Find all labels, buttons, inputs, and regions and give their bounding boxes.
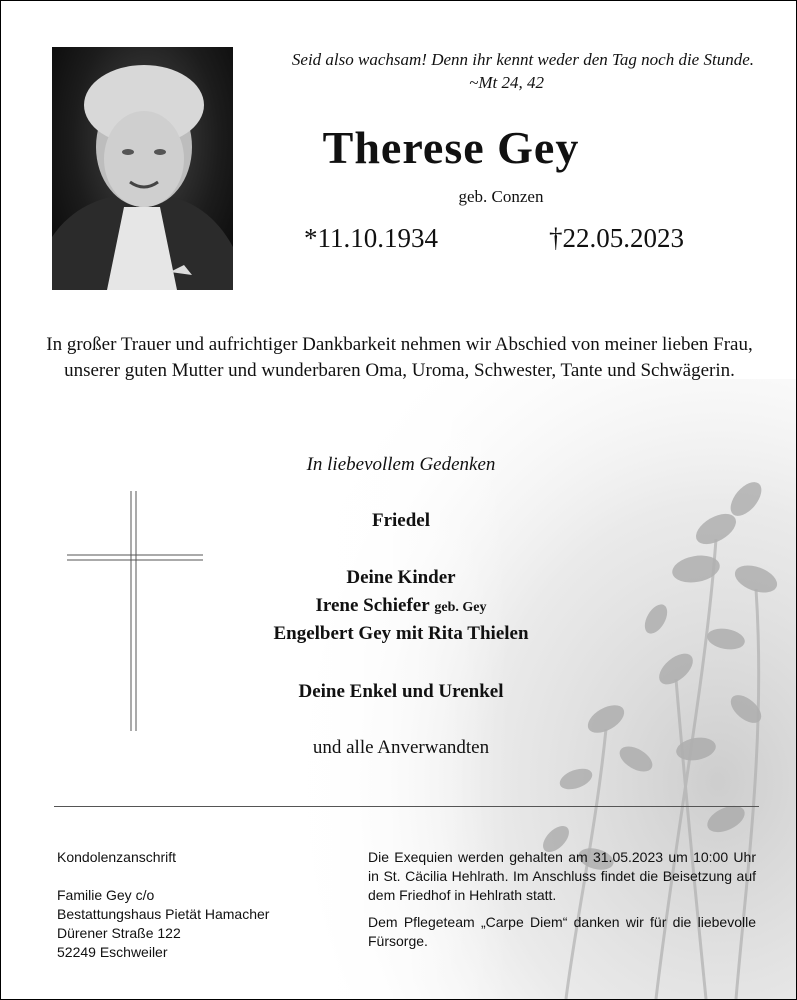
death-date: †22.05.2023 — [549, 223, 684, 253]
condolence-line-1: Familie Gey c/o — [57, 887, 155, 903]
verse-text: Seid also wachsam! Denn ihr kennt weder den Tag noch die Stunde. — [291, 50, 754, 69]
child-2: Engelbert Gey mit Rita Thielen — [273, 623, 529, 644]
service-info — [368, 848, 756, 959]
birth-name: geb. Conzen — [458, 187, 544, 206]
children-heading: Deine Kinder — [346, 567, 456, 588]
relatives: und alle Anverwandten — [312, 737, 490, 758]
birth-date: *11.10.1934 — [304, 223, 438, 253]
spouse-name: Friedel — [371, 510, 431, 531]
child-1-name: Irene Schiefer — [315, 595, 430, 616]
condolence-heading: Kondolenzanschrift — [57, 849, 177, 865]
portrait-photo — [52, 47, 233, 290]
condolence-line-2: Bestattungshaus Pietät Hamacher — [57, 906, 270, 922]
condolence-address — [57, 848, 347, 962]
condolence-line-4: 52249 Eschweiler — [57, 944, 168, 960]
cross-icon — [67, 491, 203, 731]
exequies-text: Die Exequien werden gehalten am 31.05.2023 um 10:00 Uhr in St. Cäcilia Hehlrath. Im Anschluss findet die Beisetzung auf dem Friedhof in Hehlrath statt. — [368, 849, 756, 903]
spacer — [57, 867, 347, 886]
divider-line — [54, 806, 759, 807]
memorial-heading: In liebevollem Gedenken — [306, 454, 496, 475]
deceased-name: Therese Gey — [322, 122, 580, 173]
announcement-text: In großer Trauer und aufrichtiger Dankbarkeit nehmen wir Abschied von meiner lieben Frau, unserer guten Mutter und wunderbaren Oma, Uroma, Schwester, Tante und Schwägerin. — [46, 334, 753, 381]
verse-reference: ~Mt 24, 42 — [469, 73, 544, 92]
grandchildren: Deine Enkel und Urenkel — [298, 681, 504, 702]
bible-verse — [249, 48, 754, 94]
child-1 — [201, 595, 601, 617]
condolence-line-3: Dürener Straße 122 — [57, 925, 181, 941]
child-1-birth-name: geb. Gey — [434, 600, 487, 615]
thanks-text: Dem Pflegeteam „Carpe Diem“ danken wir für die liebevolle Fürsorge. — [368, 914, 756, 949]
